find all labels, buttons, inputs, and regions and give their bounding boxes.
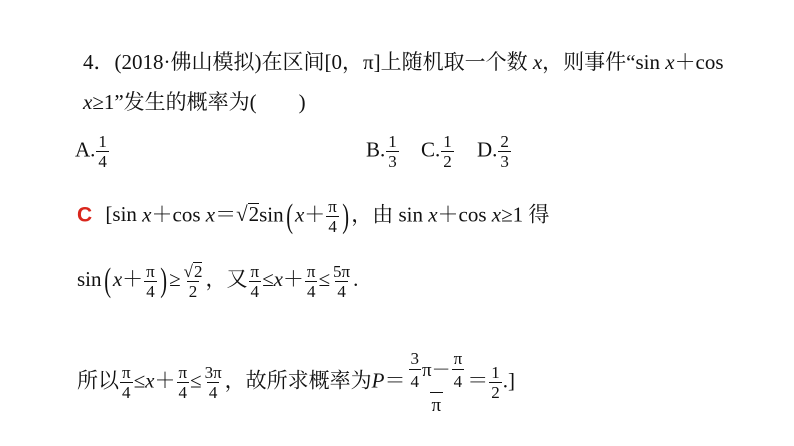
option-c-fraction: $\frac{1}{2}$ [443, 132, 452, 171]
question-text-4: ≥1”发生的概率为( ) [92, 90, 306, 114]
question-text-1: 在区间[0，π]上随机取一个数 [261, 50, 528, 74]
question-text-3: ＋cos [674, 50, 724, 74]
fraction-pi-over-4: $\frac{\pi}{4}$ [250, 261, 260, 301]
answer-letter: C [77, 203, 93, 227]
question-text-2: ，则事件“sin [542, 50, 660, 74]
fraction-pi-over-4: $\frac{\pi}{4}$ [306, 261, 316, 301]
fraction-5pi-over-4: $\frac{5\pi}{4}$ [333, 261, 351, 301]
option-a-fraction: $\frac{1}{4}$ [98, 132, 107, 171]
question-source: (2018·佛山模拟) [114, 50, 262, 74]
probability-fraction: $\frac{3}{4}$ π － $\frac{\pi}{4}$ π [410, 349, 463, 416]
fraction-3pi-over-4: $\frac{3\pi}{4}$ [204, 363, 222, 402]
option-a-label: A. [75, 137, 96, 162]
option-a[interactable] [75, 133, 110, 170]
question-line-2 [83, 92, 306, 113]
solution-line-2: sin( x＋ $\frac{\pi}{4}$ ) ≥ $\frac{√2}{2}$ ，又 $\frac{\pi}{4}$ ≤x＋ $\frac{\pi}{4}$ ≤ $\frac{5\pi}{4}$ . [77, 261, 359, 301]
fraction-pi-over-4: $\frac{\pi}{4}$ [178, 363, 188, 402]
option-d-fraction: $\frac{2}{3}$ [500, 132, 509, 171]
fraction-sqrt2-over-2: $\frac{√2}{2}$ [183, 262, 203, 301]
fraction-1-over-2: $\frac{1}{2}$ [491, 363, 500, 402]
fraction-pi-over-4: $\frac{\pi}{4}$ [146, 261, 155, 301]
option-b-label: B. [366, 137, 386, 162]
option-d-label: D. [477, 137, 498, 162]
solution-line-1: C [sin x＋cos x＝√2sin( x＋ $\frac{\pi}{4}$ ) ，由 sin x＋cos x≥1 得 [77, 197, 550, 236]
option-b[interactable] [366, 133, 400, 170]
solution-line-3: 所以 $\frac{\pi}{4}$ ≤x＋ $\frac{\pi}{4}$ ≤ $\frac{3\pi}{4}$ ，故所求概率为P＝ $\frac{3}{4}$ π － $\frac{\pi}{4}$ π ＝ $\frac{1}{2}$ .] [77, 349, 515, 416]
option-c[interactable] [421, 133, 455, 170]
option-b-fraction: $\frac{1}{3}$ [388, 132, 397, 171]
fraction-pi-over-4: $\frac{\pi}{4}$ [328, 197, 337, 236]
variable-x: x [532, 50, 543, 74]
question-number: 4． [83, 50, 115, 74]
option-c-label: C. [421, 137, 441, 162]
sqrt-2: 2 [248, 202, 260, 227]
fraction-pi-over-4: $\frac{\pi}{4}$ [122, 363, 131, 402]
option-d[interactable] [477, 133, 512, 170]
variable-x: x [83, 90, 93, 114]
variable-x: x [665, 50, 675, 74]
question-line-1 [83, 52, 724, 73]
